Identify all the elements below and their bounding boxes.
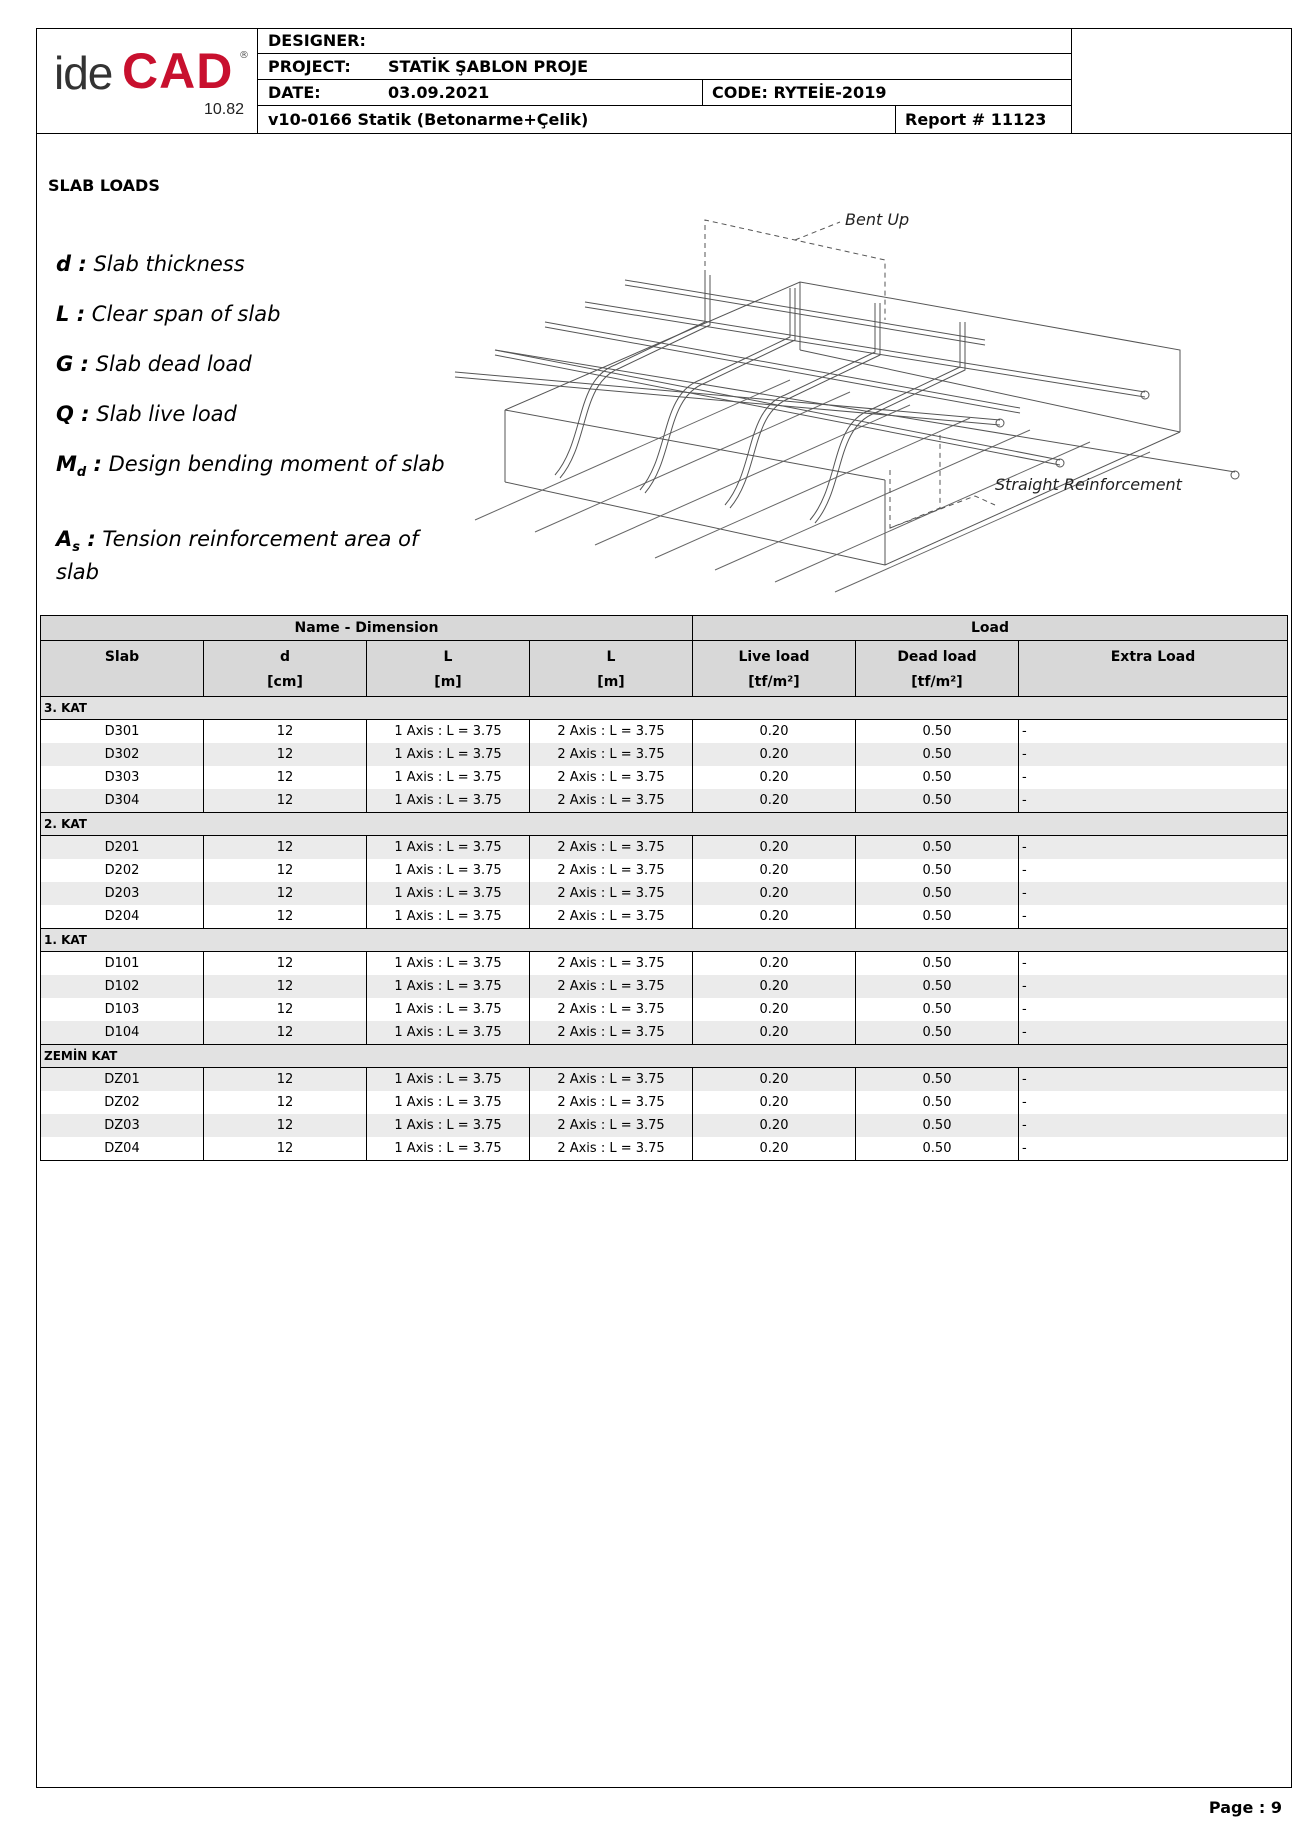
legend-symbol: A — [56, 527, 73, 551]
slab-name: D202 — [41, 859, 204, 882]
live-load: 0.20 — [693, 975, 856, 998]
slab-name: D201 — [41, 836, 204, 860]
column-header: Dead load [tf/m²] — [856, 641, 1019, 697]
span-axis-1: 1 Axis : L = 3.75 — [367, 859, 530, 882]
thickness: 12 — [204, 836, 367, 860]
dead-load: 0.50 — [856, 766, 1019, 789]
legend-text: Design bending moment of slab — [108, 452, 445, 476]
slab-name: D302 — [41, 743, 204, 766]
table-row — [41, 1068, 1288, 1092]
slab-outline — [505, 282, 1180, 565]
leader-lines — [705, 220, 995, 528]
extra-load: - — [1019, 789, 1288, 813]
logo-brand: CAD — [122, 43, 234, 99]
span-axis-1: 1 Axis : L = 3.75 — [367, 1068, 530, 1092]
software-version: v10-0166 Statik (Betonarme+Çelik) — [268, 110, 589, 129]
thickness: 12 — [204, 743, 367, 766]
slab-name: D203 — [41, 882, 204, 905]
live-load: 0.20 — [693, 766, 856, 789]
bent-up-label: Bent Up — [845, 210, 910, 229]
span-axis-1: 1 Axis : L = 3.75 — [367, 1137, 530, 1161]
table-body — [41, 697, 1288, 1161]
column-header: Extra Load — [1019, 641, 1288, 697]
report-header — [36, 28, 1292, 134]
live-load: 0.20 — [693, 882, 856, 905]
legend-symbol: G — [56, 352, 74, 376]
designer-row — [258, 28, 1071, 54]
legend-symbol: Q — [56, 402, 74, 426]
dead-load: 0.50 — [856, 743, 1019, 766]
extra-load: - — [1019, 1114, 1288, 1137]
live-load: 0.20 — [693, 1068, 856, 1092]
live-load: 0.20 — [693, 1021, 856, 1045]
slab-name: DZ04 — [41, 1137, 204, 1161]
live-load: 0.20 — [693, 998, 856, 1021]
dead-load: 0.50 — [856, 1137, 1019, 1161]
floor-name: 3. KAT — [41, 697, 1288, 720]
extra-load: - — [1019, 905, 1288, 929]
designer-label: DESIGNER: — [268, 31, 366, 50]
live-load: 0.20 — [693, 836, 856, 860]
legend-symbol: L — [56, 302, 70, 326]
extra-load: - — [1019, 952, 1288, 976]
legend-symbol: M — [56, 452, 77, 476]
legend-item: d : Slab thickness — [56, 252, 245, 276]
span-axis-2: 2 Axis : L = 3.75 — [530, 836, 693, 860]
thickness: 12 — [204, 1068, 367, 1092]
span-axis-2: 2 Axis : L = 3.75 — [530, 720, 693, 744]
span-axis-2: 2 Axis : L = 3.75 — [530, 1137, 693, 1161]
extra-load: - — [1019, 998, 1288, 1021]
span-axis-2: 2 Axis : L = 3.75 — [530, 766, 693, 789]
live-load: 0.20 — [693, 1137, 856, 1161]
divider — [702, 80, 703, 105]
dead-load: 0.50 — [856, 859, 1019, 882]
divider — [895, 106, 896, 133]
legend-item: Q : Slab live load — [56, 402, 237, 426]
extra-load: - — [1019, 1091, 1288, 1114]
thickness: 12 — [204, 882, 367, 905]
date-value: 03.09.2021 — [388, 83, 490, 102]
slab-name: D301 — [41, 720, 204, 744]
slab-name: D204 — [41, 905, 204, 929]
slab-name: D103 — [41, 998, 204, 1021]
table-row — [41, 720, 1288, 744]
table-row — [41, 766, 1288, 789]
extra-load: - — [1019, 975, 1288, 998]
logo-prefix: ide — [54, 47, 113, 99]
slab-name: DZ02 — [41, 1091, 204, 1114]
slab-name: D104 — [41, 1021, 204, 1045]
section-title: SLAB LOADS — [48, 176, 160, 195]
span-axis-2: 2 Axis : L = 3.75 — [530, 952, 693, 976]
dead-load: 0.50 — [856, 975, 1019, 998]
dead-load: 0.50 — [856, 1068, 1019, 1092]
table-row — [41, 743, 1288, 766]
project-value: STATİK ŞABLON PROJE — [388, 57, 588, 76]
logo-version: 10.82 — [204, 101, 245, 118]
slab-loads-table — [40, 615, 1288, 1161]
slab-name: D102 — [41, 975, 204, 998]
thickness: 12 — [204, 789, 367, 813]
project-row — [258, 54, 1071, 80]
table-row — [41, 1091, 1288, 1114]
floor-group-row — [41, 813, 1288, 836]
column-header: Live load [tf/m²] — [693, 641, 856, 697]
slab-name: D303 — [41, 766, 204, 789]
table-row — [41, 836, 1288, 860]
table-row — [41, 859, 1288, 882]
live-load: 0.20 — [693, 1091, 856, 1114]
span-axis-1: 1 Axis : L = 3.75 — [367, 952, 530, 976]
extra-load: - — [1019, 836, 1288, 860]
legend-item: $M_d$ : Design bending moment of slab — [56, 452, 445, 481]
live-load: 0.20 — [693, 1114, 856, 1137]
dead-load: 0.50 — [856, 905, 1019, 929]
dead-load: 0.50 — [856, 1021, 1019, 1045]
floor-group-row — [41, 697, 1288, 720]
span-axis-2: 2 Axis : L = 3.75 — [530, 789, 693, 813]
thickness: 12 — [204, 1137, 367, 1161]
dead-load: 0.50 — [856, 720, 1019, 744]
span-axis-1: 1 Axis : L = 3.75 — [367, 836, 530, 860]
header-info — [258, 28, 1071, 133]
extra-load: - — [1019, 1137, 1288, 1161]
straight-reinforcement-label: Straight Reinforcement — [995, 475, 1182, 494]
table-row — [41, 1021, 1288, 1045]
span-axis-2: 2 Axis : L = 3.75 — [530, 905, 693, 929]
slab-name: D304 — [41, 789, 204, 813]
extra-load: - — [1019, 743, 1288, 766]
extra-load: - — [1019, 859, 1288, 882]
dead-load: 0.50 — [856, 1091, 1019, 1114]
extra-load: - — [1019, 882, 1288, 905]
floor-name: ZEMİN KAT — [41, 1045, 1288, 1068]
table-row — [41, 975, 1288, 998]
group-header-load: Load — [693, 616, 1288, 641]
span-axis-2: 2 Axis : L = 3.75 — [530, 882, 693, 905]
span-axis-1: 1 Axis : L = 3.75 — [367, 998, 530, 1021]
slab-name: DZ01 — [41, 1068, 204, 1092]
span-axis-2: 2 Axis : L = 3.75 — [530, 998, 693, 1021]
extra-load: - — [1019, 766, 1288, 789]
legend-item: L : Clear span of slab — [56, 302, 281, 326]
straight-bars — [455, 280, 1239, 479]
span-axis-2: 2 Axis : L = 3.75 — [530, 1021, 693, 1045]
live-load: 0.20 — [693, 743, 856, 766]
dead-load: 0.50 — [856, 952, 1019, 976]
table-row — [41, 998, 1288, 1021]
thickness: 12 — [204, 1021, 367, 1045]
dead-load: 0.50 — [856, 836, 1019, 860]
registered-icon: ® — [239, 50, 249, 61]
dead-load: 0.50 — [856, 882, 1019, 905]
legend-text: Slab thickness — [93, 252, 245, 276]
column-header: L [m] — [530, 641, 693, 697]
divider — [1071, 28, 1072, 133]
span-axis-1: 1 Axis : L = 3.75 — [367, 1091, 530, 1114]
span-axis-2: 2 Axis : L = 3.75 — [530, 743, 693, 766]
span-axis-2: 2 Axis : L = 3.75 — [530, 1091, 693, 1114]
extra-load: - — [1019, 1021, 1288, 1045]
extra-load: - — [1019, 720, 1288, 744]
thickness: 12 — [204, 766, 367, 789]
legend-text: Tension reinforcement area of slab — [56, 527, 419, 585]
table-row — [41, 1137, 1288, 1161]
legend-text: Slab dead load — [95, 352, 252, 376]
thickness: 12 — [204, 1114, 367, 1137]
span-axis-2: 2 Axis : L = 3.75 — [530, 1068, 693, 1092]
span-axis-1: 1 Axis : L = 3.75 — [367, 720, 530, 744]
live-load: 0.20 — [693, 905, 856, 929]
extra-load: - — [1019, 1068, 1288, 1092]
slab-reinforcement-diagram — [455, 210, 1245, 595]
table-row — [41, 905, 1288, 929]
date-label: DATE: — [268, 83, 321, 102]
project-label: PROJECT: — [268, 57, 351, 76]
live-load: 0.20 — [693, 859, 856, 882]
thickness: 12 — [204, 720, 367, 744]
logo — [36, 28, 258, 133]
live-load: 0.20 — [693, 952, 856, 976]
table-row — [41, 1114, 1288, 1137]
span-axis-1: 1 Axis : L = 3.75 — [367, 766, 530, 789]
span-axis-1: 1 Axis : L = 3.75 — [367, 743, 530, 766]
legend-subscript: s — [72, 540, 81, 556]
thickness: 12 — [204, 905, 367, 929]
software-row — [258, 106, 1071, 133]
column-header: d [cm] — [204, 641, 367, 697]
span-axis-2: 2 Axis : L = 3.75 — [530, 1114, 693, 1137]
span-axis-2: 2 Axis : L = 3.75 — [530, 859, 693, 882]
thickness: 12 — [204, 952, 367, 976]
page-number: Page : 9 — [1208, 1798, 1282, 1817]
legend-text: Clear span of slab — [91, 302, 281, 326]
span-axis-1: 1 Axis : L = 3.75 — [367, 789, 530, 813]
span-axis-1: 1 Axis : L = 3.75 — [367, 905, 530, 929]
dead-load: 0.50 — [856, 789, 1019, 813]
dead-load: 0.50 — [856, 1114, 1019, 1137]
thickness: 12 — [204, 975, 367, 998]
floor-name: 1. KAT — [41, 929, 1288, 952]
slab-name: DZ03 — [41, 1114, 204, 1137]
column-header: L [m] — [367, 641, 530, 697]
column-header: Slab — [41, 641, 204, 697]
legend-item: $A_s$ : Tension reinforcement area of slab — [56, 527, 419, 585]
live-load: 0.20 — [693, 789, 856, 813]
code-value: CODE: RYTEİE-2019 — [712, 83, 887, 102]
span-axis-1: 1 Axis : L = 3.75 — [367, 975, 530, 998]
thickness: 12 — [204, 859, 367, 882]
thickness: 12 — [204, 1091, 367, 1114]
floor-name: 2. KAT — [41, 813, 1288, 836]
thickness: 12 — [204, 998, 367, 1021]
table-row — [41, 882, 1288, 905]
span-axis-1: 1 Axis : L = 3.75 — [367, 1021, 530, 1045]
floor-group-row — [41, 929, 1288, 952]
dead-load: 0.50 — [856, 998, 1019, 1021]
slab-name: D101 — [41, 952, 204, 976]
legend-subscript: d — [76, 465, 87, 481]
span-axis-1: 1 Axis : L = 3.75 — [367, 882, 530, 905]
table-row — [41, 789, 1288, 813]
legend-text: Slab live load — [96, 402, 237, 426]
report-number: Report # 11123 — [905, 110, 1047, 129]
span-axis-2: 2 Axis : L = 3.75 — [530, 975, 693, 998]
date-row — [258, 80, 1071, 106]
table-row — [41, 952, 1288, 976]
span-axis-1: 1 Axis : L = 3.75 — [367, 1114, 530, 1137]
floor-group-row — [41, 1045, 1288, 1068]
live-load: 0.20 — [693, 720, 856, 744]
legend-symbol: d — [56, 252, 72, 276]
legend-item: G : Slab dead load — [56, 352, 252, 376]
group-header-name-dimension: Name - Dimension — [41, 616, 693, 641]
